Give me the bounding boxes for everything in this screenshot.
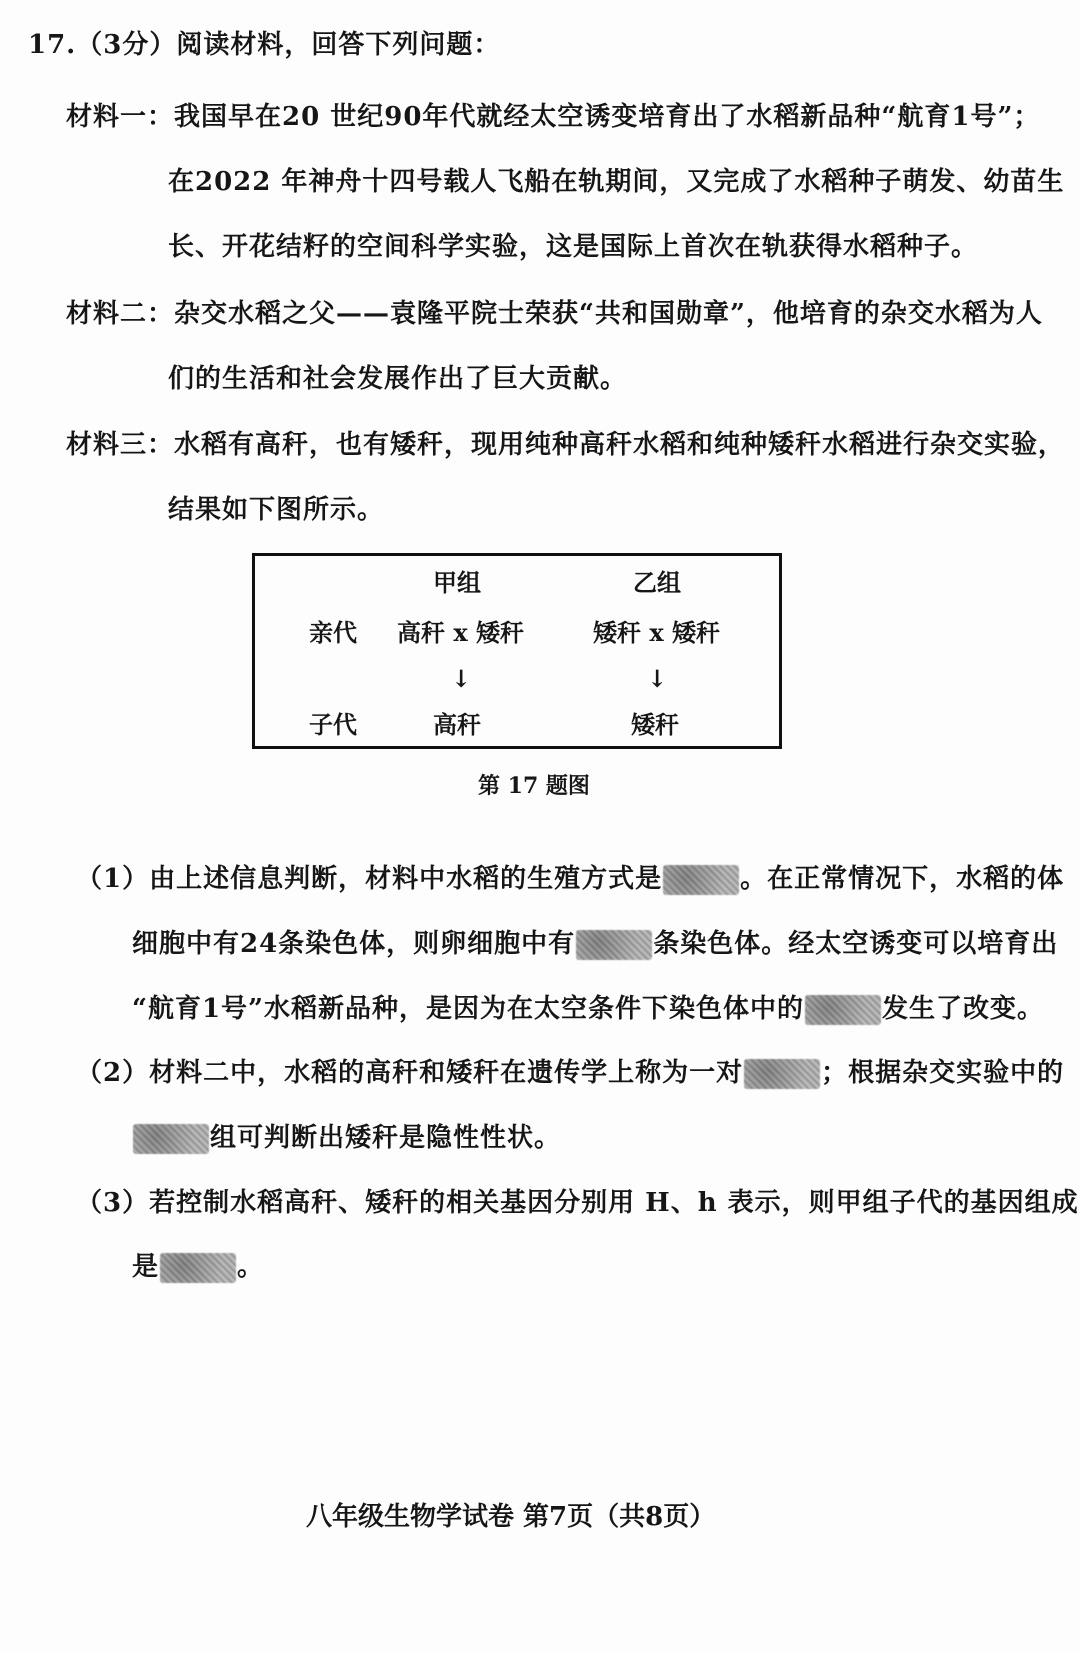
- group-b-parent-cross: 矮秆 x 矮秆: [593, 618, 721, 647]
- page-footer: 八年级生物学试卷 第7页（共8页）: [306, 1502, 716, 1532]
- subquestion-3-text-cont: 。: [237, 1252, 265, 1282]
- group-b-offspring: 矮秆: [631, 710, 679, 739]
- answer-blank-chromosome-component[interactable]: [805, 995, 881, 1025]
- subquestion-1-text-cont: 条染色体。经太空诱变可以培育出: [653, 929, 1059, 959]
- subquestion-3-line-2: [132, 1250, 264, 1284]
- subquestion-1-text: 细胞中有24条染色体，则卵细胞中有: [132, 929, 576, 959]
- material-two-line-1: 材料二：杂交水稻之父——袁隆平院士荣获“共和国勋章”，他培育的杂交水稻为人: [66, 299, 1043, 329]
- subquestion-2-line-1: [76, 1056, 1064, 1090]
- subquestion-2-line-2: [132, 1121, 561, 1155]
- subquestion-1-line-1: [76, 862, 1064, 896]
- subquestion-1-text: “航育1号”水稻新品种，是因为在太空条件下染色体中的: [132, 994, 805, 1024]
- material-one-line-1: 材料一：我国早在20 世纪90年代就经太空诱变培育出了水稻新品种“航育1号”；: [66, 102, 1041, 132]
- material-one-line-3: 长、开花结籽的空间科学实验，这是国际上首次在轨获得水稻种子。: [168, 232, 979, 262]
- answer-blank-egg-chromosomes[interactable]: [576, 930, 652, 960]
- group-a-down-arrow-icon: ↓: [451, 664, 472, 693]
- answer-blank-reproduction-mode[interactable]: [663, 865, 739, 895]
- subquestion-2-text-cont: 组可判断出矮秆是隐性性状。: [210, 1123, 562, 1153]
- answer-blank-trait-term[interactable]: [744, 1059, 820, 1089]
- subquestion-3-text: 是: [132, 1252, 160, 1282]
- group-a-parent-cross: 高秆 x 矮秆: [397, 618, 525, 647]
- subquestion-3-line-1: （3）若控制水稻高秆、矮秆的相关基因分别用 H、h 表示，则甲组子代的基因组成: [76, 1188, 1079, 1218]
- material-one-line-2: 在2022 年神舟十四号载人飞船在轨期间，又完成了水稻种子萌发、幼苗生: [168, 167, 1065, 197]
- answer-blank-group[interactable]: [133, 1124, 209, 1154]
- cross-experiment-diagram: [252, 553, 782, 749]
- subquestion-1-line-3: [132, 992, 1044, 1026]
- material-three-line-1: 材料三：水稻有高秆，也有矮秆，现用纯种高秆水稻和纯种矮秆水稻进行杂交实验，: [66, 430, 1066, 460]
- material-two-line-2: 们的生活和社会发展作出了巨大贡献。: [168, 364, 628, 394]
- group-a-offspring: 高秆: [433, 710, 481, 739]
- question-header: 17.（3分）阅读材料，回答下列问题：: [28, 30, 501, 60]
- subquestion-2-text: （2）材料二中，水稻的高秆和矮秆在遗传学上称为一对: [76, 1058, 744, 1088]
- parent-generation-label: 亲代: [309, 618, 357, 647]
- subquestion-1-line-2: [132, 927, 1058, 961]
- figure-caption: 第 17 题图: [478, 773, 590, 799]
- answer-blank-genotype[interactable]: [160, 1253, 236, 1283]
- group-b-heading: 乙组: [633, 568, 681, 597]
- offspring-generation-label: 子代: [309, 710, 357, 739]
- subquestion-1-text: （1）由上述信息判断，材料中水稻的生殖方式是: [76, 864, 663, 894]
- material-three-line-2: 结果如下图所示。: [168, 495, 385, 525]
- subquestion-2-text-cont: ；根据杂交实验中的: [821, 1058, 1065, 1088]
- subquestion-1-text-cont: 。在正常情况下，水稻的体: [740, 864, 1065, 894]
- group-b-down-arrow-icon: ↓: [647, 664, 668, 693]
- group-a-heading: 甲组: [433, 568, 481, 597]
- subquestion-1-text-cont: 发生了改变。: [882, 994, 1045, 1024]
